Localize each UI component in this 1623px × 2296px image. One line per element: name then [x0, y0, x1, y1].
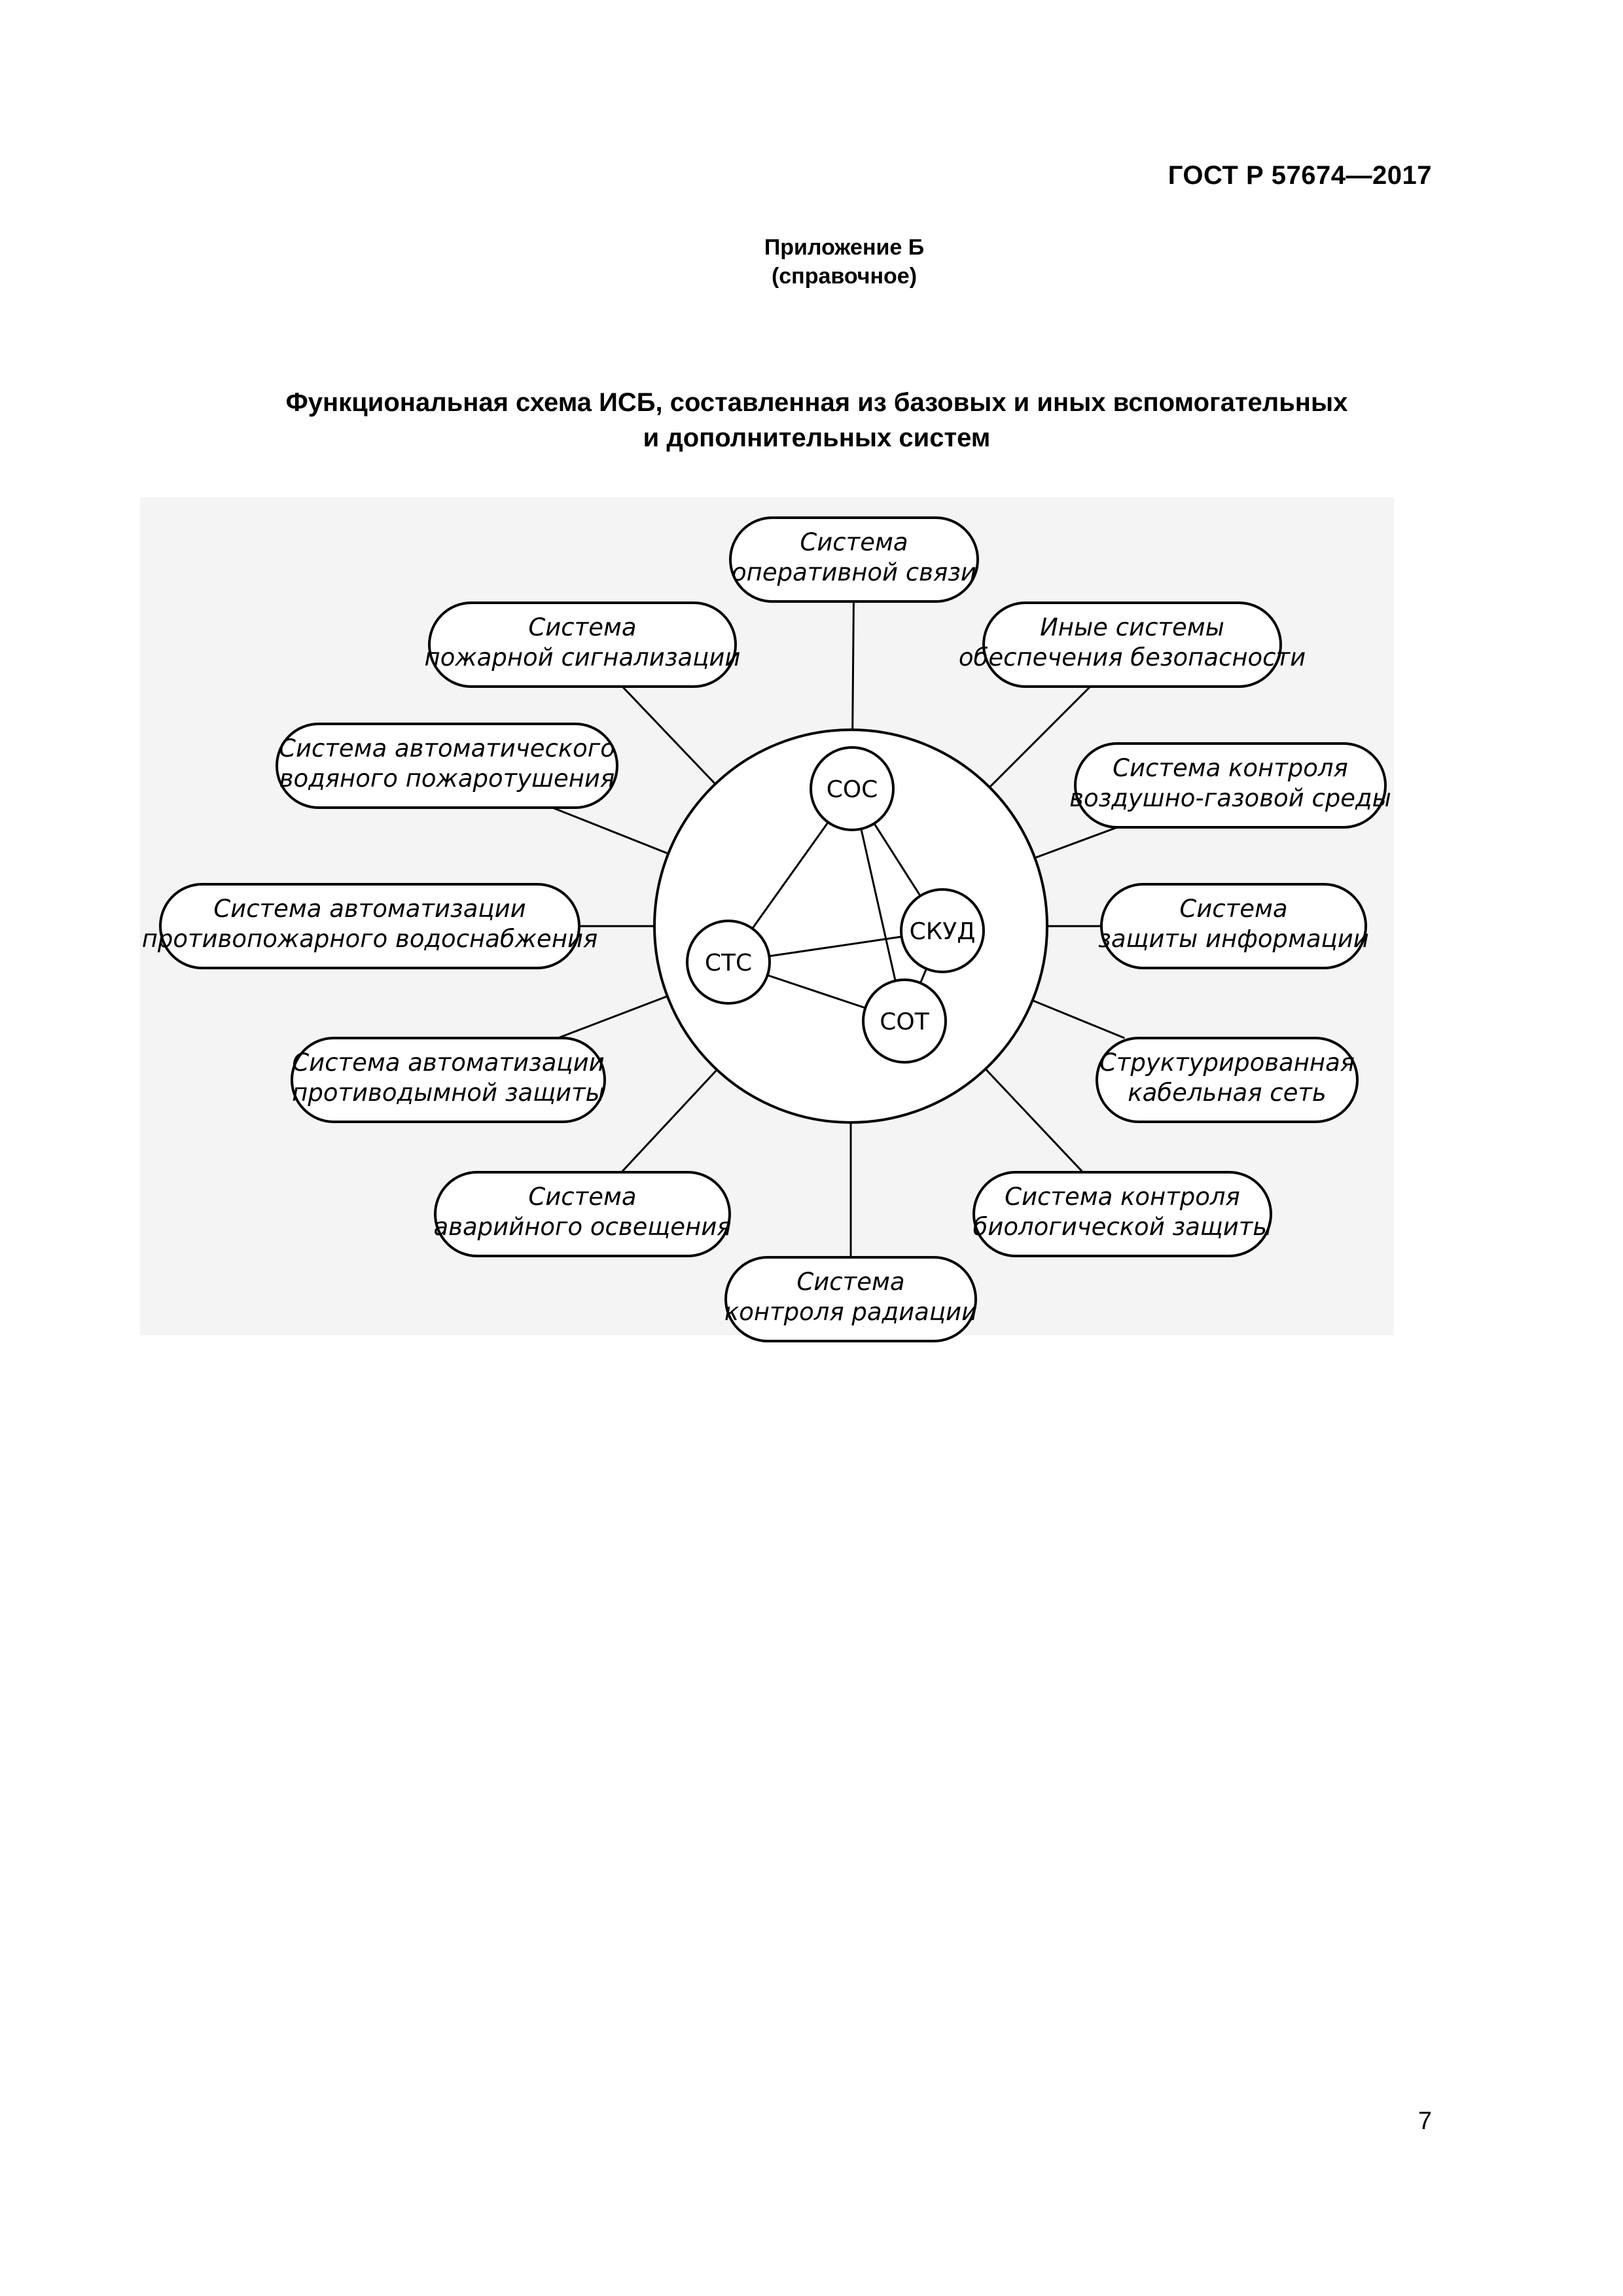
system-label-line: Система [528, 1183, 637, 1211]
system-label-line: Система автоматического [279, 734, 615, 762]
system-label-line: Система контроля [1005, 1183, 1240, 1211]
system-box [724, 1257, 977, 1341]
page-number: 7 [1418, 2108, 1432, 2135]
connector-line [622, 1069, 717, 1172]
system-label-line: аварийного освещения [433, 1213, 732, 1241]
appendix-title: Приложение Б [764, 235, 925, 260]
core-node-sot [863, 980, 946, 1062]
system-label-line: противодымной защиты [292, 1079, 605, 1107]
system-box [292, 1038, 605, 1122]
system-label-line: защиты информации [1098, 925, 1369, 953]
system-label-line: оперативной связи [732, 558, 976, 586]
system-label-line: контроля радиации [724, 1298, 978, 1326]
system-label-line: противопожарного водоснабжения [141, 925, 598, 953]
system-label-line: Система [1179, 895, 1288, 923]
system-label-line: водяного пожаротушения [279, 764, 615, 793]
core-node-skud [901, 889, 984, 972]
system-label-line: Иные системы [1040, 613, 1224, 641]
core-node-soc [811, 747, 893, 830]
core-node-stc [687, 921, 770, 1003]
system-label-line: Система [796, 1268, 905, 1296]
system-box [1098, 884, 1369, 968]
system-label-line: пожарной сигнализации [424, 643, 741, 672]
connector-line [853, 601, 854, 730]
system-label-line: биологической защиты [972, 1213, 1272, 1241]
core-node-label: СОТ [880, 1009, 929, 1035]
figure-title-line-2: и дополнительных систем [643, 423, 991, 452]
connector-line [1033, 1000, 1125, 1038]
system-label-line: Система автоматизации [292, 1049, 605, 1077]
core-node-label: СТС [704, 950, 753, 977]
connector-line [986, 1069, 1083, 1172]
document-code: ГОСТ Р 57674—2017 [1168, 161, 1432, 190]
system-box [277, 724, 617, 808]
connector-line [990, 687, 1090, 787]
system-label-line: Система [528, 613, 637, 641]
system-label-line: кабельная сеть [1128, 1079, 1327, 1107]
system-box [959, 603, 1306, 687]
system-box [425, 603, 741, 687]
system-label-line: воздушно-газовой среды [1069, 784, 1391, 812]
system-label-line: обеспечения безопасности [958, 643, 1306, 672]
figure-title-line-1: Функциональная схема ИСБ, составленная из базовых и иных вспомогательных [285, 388, 1348, 417]
core-node-label: СОС [826, 776, 878, 803]
system-label-line: Система автоматизации [213, 895, 526, 923]
system-box [972, 1172, 1272, 1256]
connector-line [622, 687, 715, 784]
system-label-line: Структурированная [1099, 1049, 1355, 1077]
system-box [433, 1172, 731, 1256]
appendix-note: (справочное) [771, 264, 918, 289]
system-box [730, 518, 978, 601]
system-box [1069, 744, 1391, 827]
core-node-label: СКУД [909, 918, 976, 945]
system-label-line: Система [800, 528, 908, 556]
system-label-line: Система контроля [1113, 754, 1348, 782]
connector-line [552, 808, 668, 853]
system-box [1097, 1038, 1357, 1122]
connector-line [1035, 827, 1117, 858]
system-box [142, 884, 598, 968]
connector-line [558, 996, 667, 1038]
